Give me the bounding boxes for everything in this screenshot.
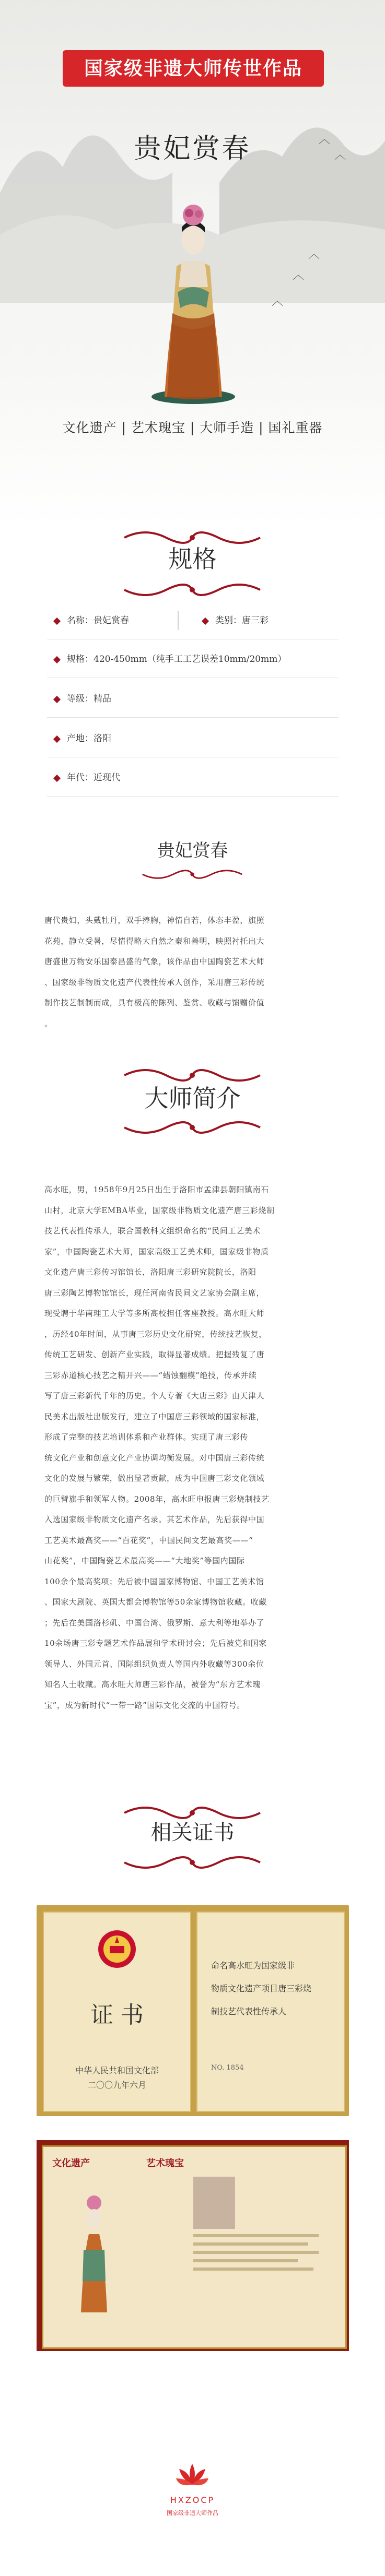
portrait-photo [193, 2177, 235, 2229]
brand-banner [63, 50, 324, 87]
hero-title: 贵妃赏春 [134, 133, 251, 164]
cert-number: NO. 1854 [211, 2064, 244, 2072]
spec-size-row: 规格：420-450mm（纯手工工艺误差10mm/20mm） [54, 651, 286, 668]
divider [178, 611, 179, 630]
figurine-image [141, 167, 246, 407]
bird-icon: ︿ [293, 269, 305, 282]
certificate-image [37, 1905, 349, 2116]
ornament-bottom [114, 1117, 271, 1138]
diamond-icon [53, 774, 61, 781]
ornament-bottom [114, 1852, 271, 1873]
cert-issuer: 中华人民共和国文化部 [75, 2065, 159, 2075]
master-heading: 大师简介 [144, 1084, 241, 1112]
footer-sub-text: 国家级非遗大师作品 [167, 2510, 218, 2516]
spec-era-row: 年代：近现代 [54, 769, 120, 786]
spec-heading: 规格 [168, 545, 217, 573]
spec-grade-row: 等级：精品 [54, 691, 111, 707]
footer-logo-text: HXZOCP [170, 2495, 215, 2505]
cert-title: 证 书 [90, 2002, 144, 2028]
spec-category-row: 类别：唐三彩 [203, 612, 269, 629]
ornament-bottom [114, 579, 271, 600]
brand-text: 国家级非遗大师传世作品 [84, 57, 302, 79]
ornament-small [135, 864, 250, 885]
certificate-page [196, 1912, 345, 2112]
divider [47, 796, 339, 797]
national-emblem-icon [96, 1928, 138, 1970]
diamond-icon [53, 695, 61, 703]
spec-name-row: 名称：贵妃赏春 [54, 612, 129, 629]
cert-text-block [193, 2177, 334, 2333]
bird-icon: ︿ [334, 149, 346, 162]
cert-banner-right: 艺术瑰宝 [146, 2158, 184, 2169]
master-biography: 高水旺，男，1958年9月25日出生于洛阳市孟津县朝阳镇南石 山村，北京大学EMBA毕业，国家级非物质文化遗产唐三彩烧制 技艺代表性传承人，联合国教科文组织命名的“民间工艺美术 家”，中国陶瓷艺术大师，国家高级工艺美术师，国家级非物质 文化遗产唐三彩传习馆馆长，洛阳唐三彩研究院院长，洛阳 唐三彩陶艺博物馆馆长，现任河南省民间文艺家协会副主席， 现受聘于华南理工大学等多所高校担任客座教授。高水旺大师 ，历经40年时间，从事唐三彩历史文化研究，传统技艺恢复， 传统工艺研发、创新产业实践，取得显著成绩。把握残复了唐 三彩赤道核心技艺之精开兴——“蜡蚀翻模”绝技，传承并续 写了唐三彩新代千年的历史。个人专著《大唐三彩》由天津人 民美术出版社出版发行，建立了中国唐三彩领域的国家标准， 形成了完整的技艺培训体系和产业群体。实现了唐三彩传 统文化产业和创意文化产业协调均衡发展。对中国唐三彩传统 文化的发展与繁荣，做出显著贡献，成为中国唐三彩文化领域 的巨臂旗手和领军人物。2008年，高水旺申报唐三彩烧制技艺 入选国家级非物质文化遗产名录。其艺术作品，先后获得中国 工艺美术最高奖——“百花奖”，中国民间文艺最高奖——“ 山花奖”，中国陶瓷艺术最高奖——“大地奖”等国内国际 100余个最高奖项；先后被中国国家博物馆、中国工艺美术馆 、国家大剧院、英国大都会博物馆等50余家博物馆收藏。收藏 ；先后在美国洛杉矶、中国台湾、俄罗斯、意大利等地举办了 10余场唐三彩专题艺术作品展和学术研讨会；先后被党和国家 领导人、外国元首、国际组织负责人等国内外收藏等300余位 知名人士收藏。高水旺大师唐三彩作品，被誉为“东方艺术瑰 宝”，成为新时代“一带一路”国际文化交流的中国符号。 [44, 1185, 275, 1710]
diamond-icon [202, 617, 209, 624]
product-heading: 贵妃赏春 [157, 840, 228, 861]
bird-icon: ︿ [272, 295, 284, 308]
product-description: 唐代贵妇，头戴牡丹，双手捧胸，神情自若，体态丰盈，旗照 花苑，静立受暑，尽情得略大自然之秦和善明，映照衬托出大 唐盛世万物安乐国泰昌盛的气象，该作品由中国陶瓷艺术大师 、国家级非物质文化遗产代表性传承人创作，采用唐三彩传统 制作技艺制制而成，具有极高的陈列、鉴赏、收藏与馈赠价值 。 [44, 916, 265, 1028]
bird-icon: ︿ [308, 248, 320, 261]
divider [47, 717, 339, 718]
spec-origin-row: 产地：洛阳 [54, 730, 111, 747]
footer-logo-icon [174, 2459, 211, 2490]
cert-date: 二〇〇九年六月 [87, 2080, 146, 2090]
cert-text: 命名高水旺为国家级非 物质文化遗产项目唐三彩烧 制技艺代表性传承人 [211, 1961, 312, 2016]
certificate-cover [43, 1912, 191, 2112]
certificate-image-2 [37, 2140, 349, 2351]
bird-icon: ︿ [319, 133, 331, 146]
cert-heading: 相关证书 [150, 1821, 235, 1845]
hero-subtitle: 文化遗产 | 艺术瑰宝 | 大师手造 | 国礼重器 [62, 420, 323, 435]
cert-banner-left: 文化遗产 [52, 2158, 90, 2169]
diamond-icon [53, 656, 61, 663]
diamond-icon [53, 617, 61, 624]
figurine-thumbnail [68, 2187, 120, 2323]
diamond-icon [53, 735, 61, 742]
